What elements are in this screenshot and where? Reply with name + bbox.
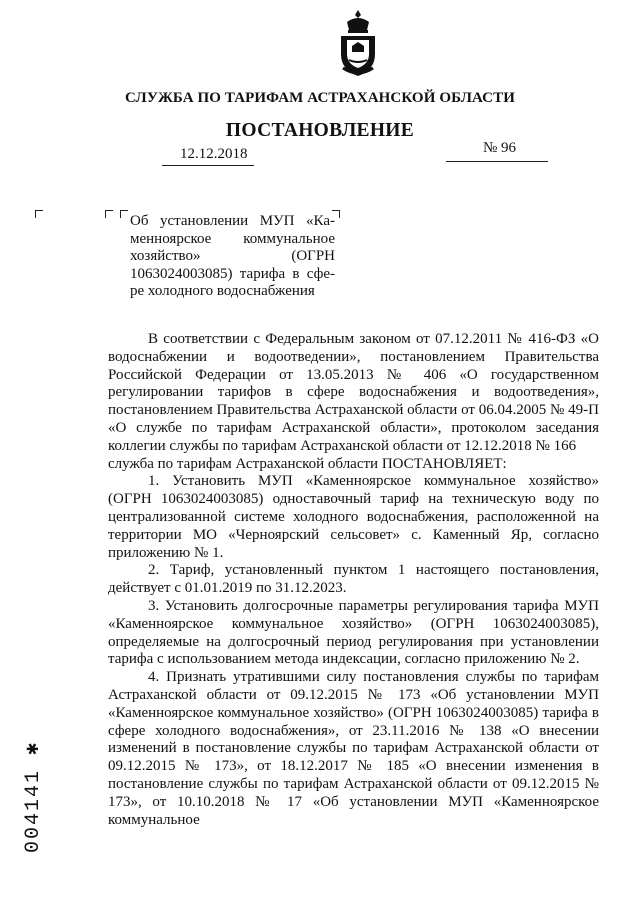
subject-line: Об установлении МУП «Ка-: [130, 213, 335, 229]
subject-line: 1063024003085) тарифа в сфе-: [130, 265, 335, 282]
subject-line: ре холодного водоснабжения: [130, 283, 315, 300]
subject-corner-mark: [105, 210, 113, 218]
subject-line: хозяйство» (ОГРН: [130, 248, 335, 265]
registration-number-stamp: [12, 740, 52, 858]
clause-2: 2. Тариф, установленный пунктом 1 настоящего постановления, действует с 01.01.2019 по 31.12.2023.: [108, 562, 599, 597]
stamp-text: 004141 ✱: [22, 740, 46, 854]
clause-4: 4. Признать утратившими силу постановления службы по тарифам Астраханской области от 09.12.2015 № 173 «Об установлении МУП «Каменноярское коммунальное хозяйство» (ОГРН 1063024003085) тарифа в сфере холодного водоснабжения», от 23.11.2016 № 138 «О внесении изменений в постановление службы по тарифам Астраханской области от 09.12.2015 № 173», от 18.12.2017 № 185 «О внесении изменения в постановление службы по тарифам Астраханской области от 09.12.2015 № 173», от 10.10.2018 № 17 «Об установлении МУП «Каменноярское коммунальное: [108, 669, 599, 828]
document-body: [108, 331, 599, 829]
document-number: № 96: [483, 140, 517, 156]
subject-line: менноярское коммунальное: [130, 230, 335, 247]
coat-of-arms-emblem: [335, 8, 381, 80]
document-date: 12.12.2018: [180, 146, 248, 162]
agency-name: СЛУЖБА ПО ТАРИФАМ АСТРАХАНСКОЙ ОБЛАСТИ: [125, 90, 515, 106]
document-subject: [130, 213, 335, 301]
date-underline: [162, 165, 254, 166]
margin-corner-mark: [35, 210, 43, 218]
number-underline: [446, 161, 548, 162]
clause-3: 3. Установить долгосрочные параметры регулирования тарифа МУП «Каменноярское коммунальное хозяйство» (ОГРН 1063024003085), определяемые на долгосрочный период регулирования при установлении тарифа с использованием метода индексации, согласно приложению № 2.: [108, 597, 599, 668]
preamble-paragraph: В соответствии с Федеральным законом от 07.12.2011 № 416-ФЗ «О водоснабжении и водоотведении», постановлением Правительства Российской Федерации от 13.05.2013 № 406 «О государственном регулировании тарифов в сфере водоснабжения и водоотведения», постановлением Правительства Астраханской области от 06.04.2005 № 49-П «О службе по тарифам Астраханской области», протоколом заседания коллегии службы по тарифам Астраханской области от 12.12.2018 № 166: [108, 331, 599, 454]
document-type-title: ПОСТАНОВЛЕНИЕ: [225, 120, 415, 141]
subject-corner-mark: [120, 210, 128, 218]
clause-1: 1. Установить МУП «Каменноярское коммунальное хозяйство» (ОГРН 1063024003085) одноставочный тариф на техническую воду по централизованной системе холодного водоснабжения, расположенной на территории МО «Черноярский сельсовет» с. Каменный Яр, согласно приложению № 1.: [108, 473, 599, 561]
resolution-line: служба по тарифам Астраханской области ПОСТАНОВЛЯЕТ:: [108, 455, 507, 472]
